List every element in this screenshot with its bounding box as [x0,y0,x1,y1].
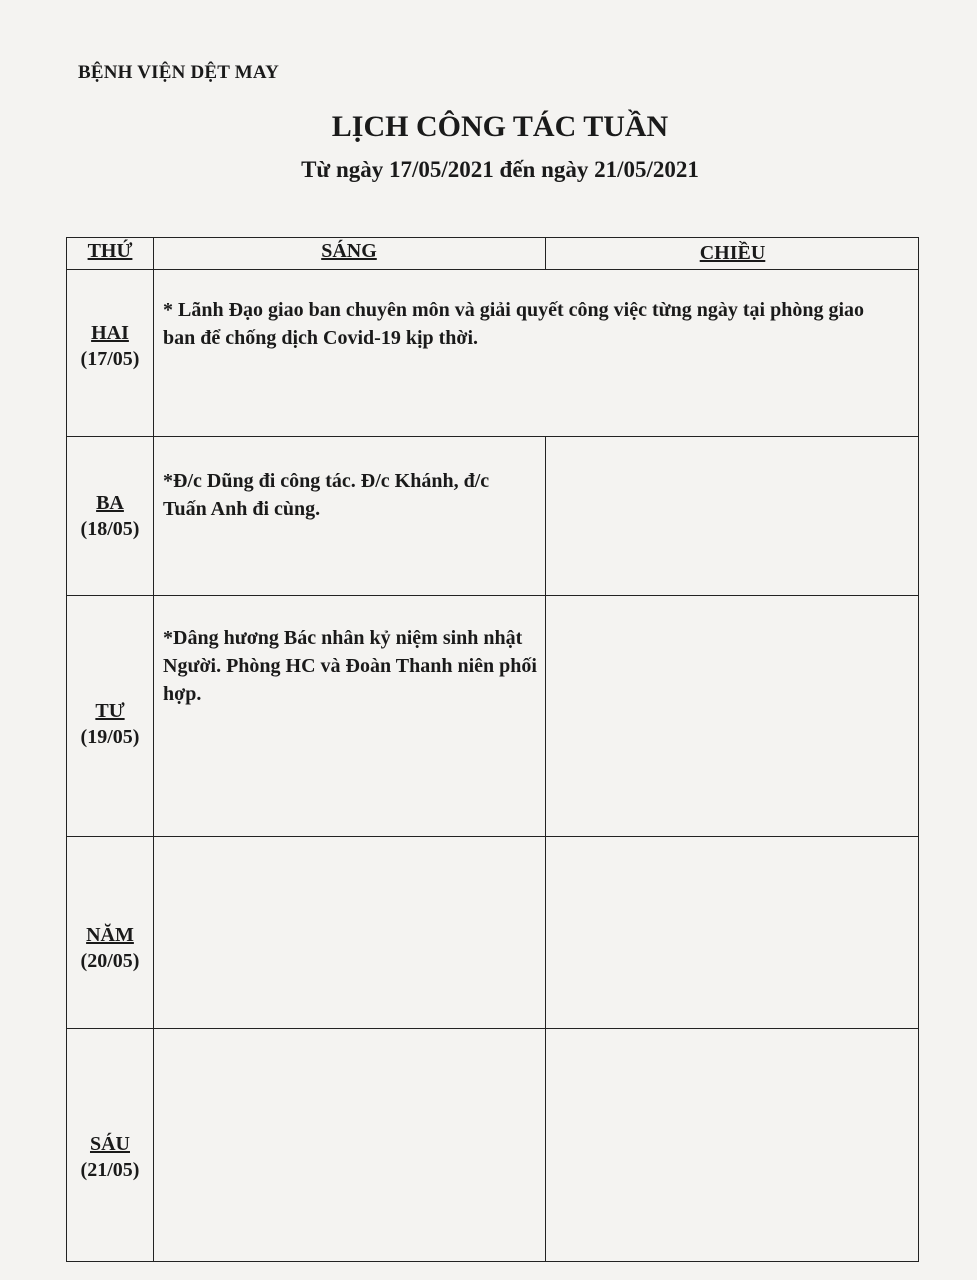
column-header-day: THỨ [87,240,133,262]
row-divider-4 [67,1028,918,1029]
day-date: (18/05) [80,518,140,540]
day-label-friday [67,1131,153,1183]
column-divider-day [153,238,154,1261]
day-label-thursday [67,922,153,974]
organization-name: BỆNH VIỆN DỆT MAY [78,62,280,83]
document-title: LỊCH CÔNG TÁC TUẦN [331,110,669,143]
day-label-tuesday [67,490,153,542]
day-name: SÁU [89,1133,130,1155]
day-label-monday [67,320,153,372]
day-name: HAI [91,322,129,344]
column-header-afternoon: CHIỀU [699,242,766,264]
day-name: BA [96,492,124,514]
row-divider-2 [67,595,918,596]
day-label-wednesday [67,698,153,750]
day-date: (17/05) [80,348,140,370]
header-row-divider [67,269,918,270]
day-name: TƯ [95,700,125,722]
row-divider-3 [67,836,918,837]
tuesday-morning-cell: *Đ/c Dũng đi công tác. Đ/c Khánh, đ/c Tuấn Anh đi cùng. [163,470,490,520]
row-divider-1 [67,436,918,437]
day-date: (19/05) [80,726,140,748]
day-date: (20/05) [80,950,140,972]
column-divider-body [545,436,546,1261]
day-name: NĂM [86,924,134,946]
column-header-morning: SÁNG [321,240,377,262]
day-date: (21/05) [80,1159,140,1181]
date-range: Từ ngày 17/05/2021 đến ngày 21/05/2021 [301,157,699,182]
monday-merged-cell: * Lãnh Đạo giao ban chuyên môn và giải quyết công việc từng ngày tại phòng giao ban để chống dịch Covid-19 kịp thời. [163,299,864,349]
wednesday-morning-cell: *Dâng hương Bác nhân kỷ niệm sinh nhật Người. Phòng HC và Đoàn Thanh niên phối hợp. [163,627,537,705]
weekly-schedule-table [66,237,919,1262]
